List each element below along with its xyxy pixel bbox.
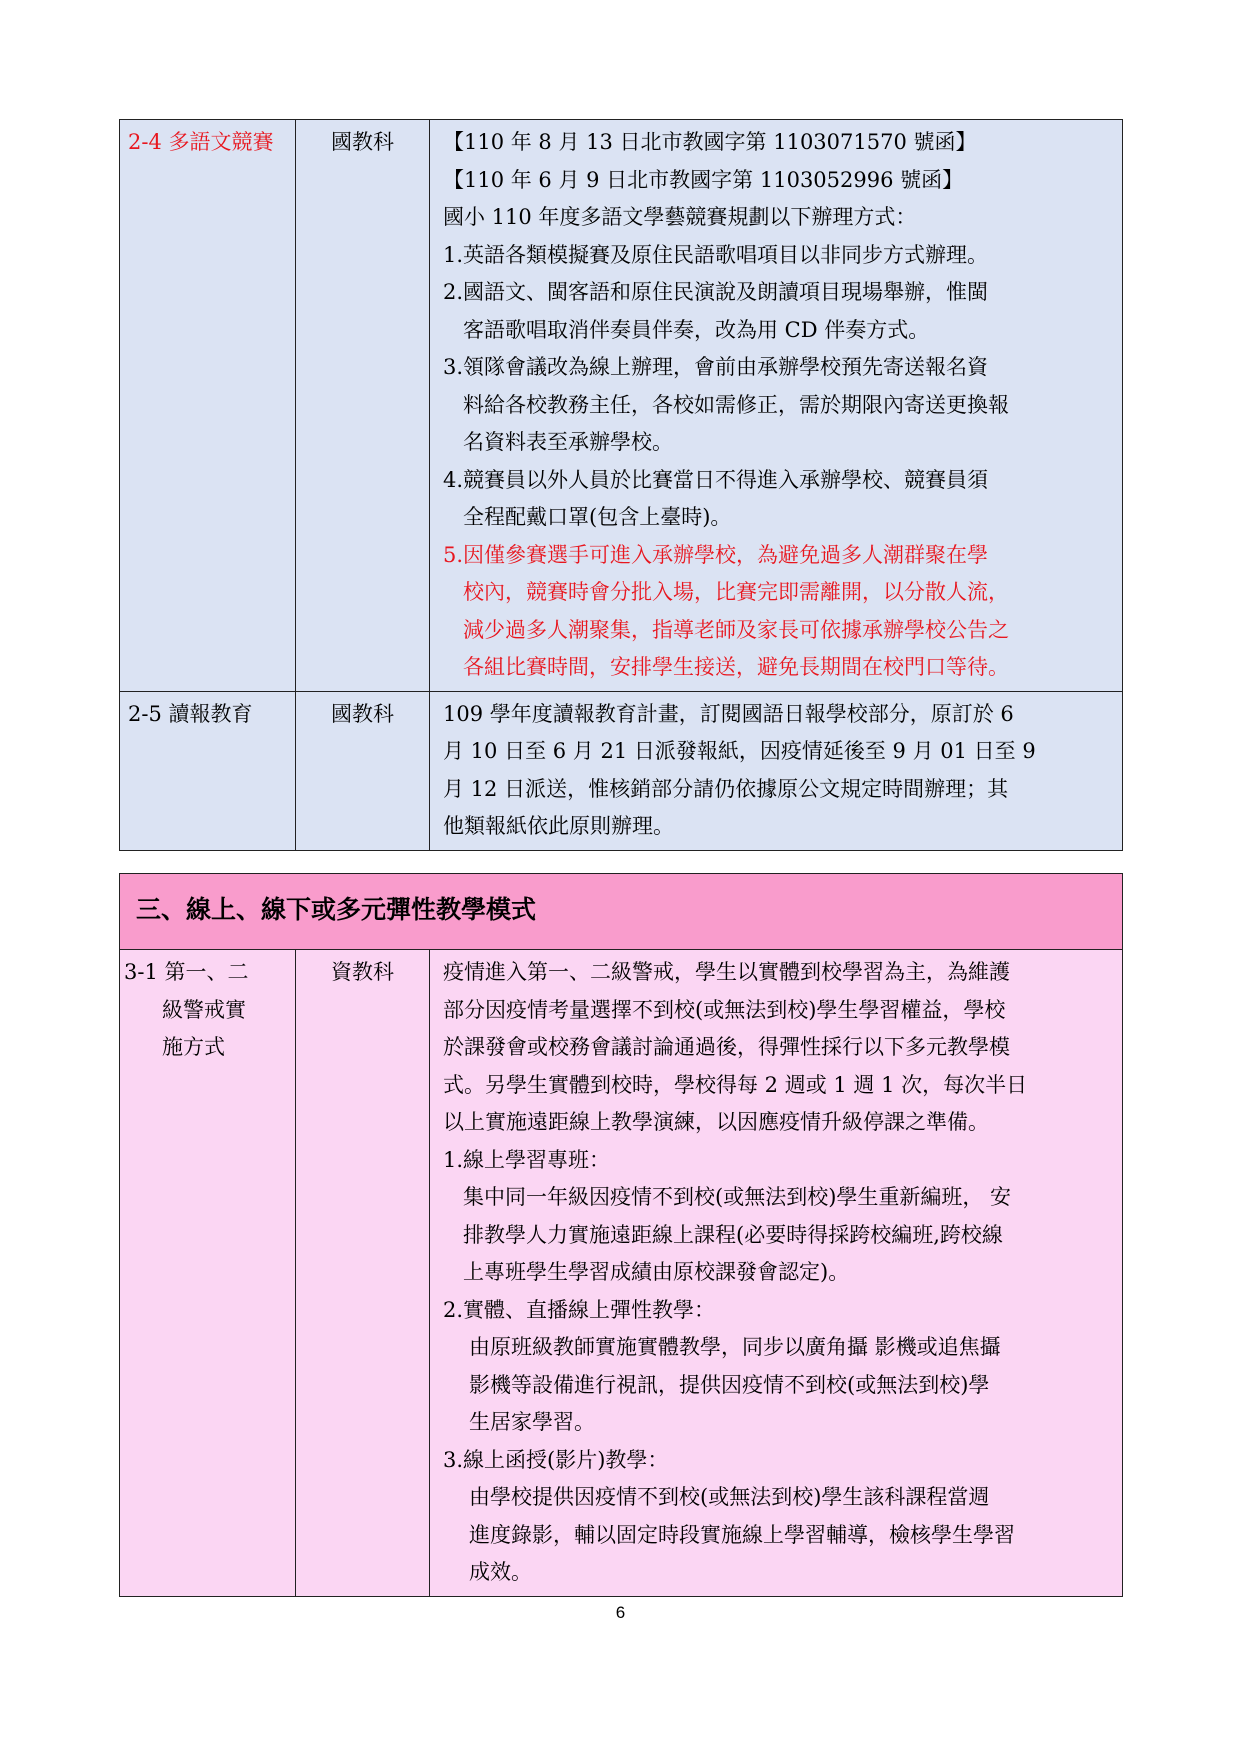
- content-line: 集中同一年級因疫情不到校(或無法到校)學生重新編班， 安: [463, 1185, 1012, 1209]
- content-line: 全程配戴口罩(包含上臺時)。: [463, 505, 732, 529]
- item-label-line: 3-1 第一、二: [124, 960, 249, 984]
- table-section-2: [119, 119, 1123, 851]
- content-line-red: 5.因僅參賽選手可進入承辦學校，為避免過多人潮群聚在學: [443, 542, 989, 567]
- department-cell: 國教科: [296, 120, 430, 692]
- content-line: 2.國語文、閩客語和原住民演說及朗讀項目現場舉辦，惟閩: [443, 280, 989, 304]
- content-line: 國小 110 年度多語文學藝競賽規劃以下辦理方式：: [443, 205, 917, 229]
- content-line: 109 學年度讀報教育計畫，訂閱國語日報學校部分，原訂於 6: [443, 701, 1014, 726]
- table-section-3: [119, 873, 1123, 1597]
- content-line-red: 校內，競賽時會分批入場，比賽完即需離開，以分散人流，: [463, 580, 1009, 604]
- content-line: 料給各校教務主任，各校如需修正，需於期限內寄送更換報: [463, 392, 1009, 417]
- content-line: 上專班學生學習成績由原校課發會認定)。: [463, 1260, 850, 1284]
- content-line: 3.領隊會議改為線上辦理，會前由承辦學校預先寄送報名資: [443, 355, 989, 379]
- content-line: 他類報紙依此原則辦理。: [443, 814, 674, 838]
- page-number: 6: [615, 1603, 626, 1622]
- content-line: 以上實施遠距線上教學演練，以因應疫情升級停課之準備。: [443, 1110, 989, 1134]
- table-row: [120, 691, 1123, 850]
- content-line: 排教學人力實施遠距線上課程(必要時得採跨校編班,跨校線: [463, 1222, 1003, 1247]
- content-line: 月 12 日派送，惟核銷部分請仍依據原公文規定時間辦理；其: [443, 776, 1009, 801]
- content-line: 3.線上函授(影片)教學：: [443, 1447, 669, 1472]
- item-label: [120, 950, 296, 1597]
- item-label-line: 級警戒實: [162, 997, 246, 1022]
- content-line: 由原班級教師實施實體教學，同步以廣角攝 影機或追焦攝: [469, 1335, 1001, 1359]
- department-cell: 國教科: [296, 691, 430, 850]
- section-header-row: [120, 874, 1123, 950]
- item-label: 2-4 多語文競賽: [120, 120, 296, 692]
- table-row: [120, 120, 1123, 692]
- content-line: 4.競賽員以外人員於比賽當日不得進入承辦學校、競賽員須: [443, 467, 989, 492]
- content-line: 影機等設備進行視訊，提供因疫情不到校(或無法到校)學: [469, 1372, 990, 1397]
- table-row: [120, 950, 1123, 1597]
- content-line: 【110 年 6 月 9 日北市教國字第 1103052996 號函】: [443, 167, 964, 192]
- department-cell: 資教科: [296, 950, 430, 1597]
- content-line-red: 各組比賽時間，安排學生接送，避免長期間在校門口等待。: [463, 655, 1009, 679]
- content-line: 生居家學習。: [469, 1410, 595, 1434]
- content-cell: [430, 950, 1123, 1597]
- content-line: 2.實體、直播線上彈性教學：: [443, 1297, 716, 1322]
- content-line: 疫情進入第一、二級警戒，學生以實體到校學習為主，為維護: [443, 960, 1010, 984]
- content-line: 1.英語各類模擬賽及原住民語歌唱項目以非同步方式辦理。: [443, 242, 989, 267]
- content-line: 式。另學生實體到校時，學校得每 2 週或 1 週 1 次，每次半日: [443, 1072, 1028, 1097]
- content-cell: [430, 691, 1123, 850]
- content-line: 進度錄影，輔以固定時段實施線上學習輔導，檢核學生學習: [469, 1522, 1015, 1547]
- content-line: 由學校提供因疫情不到校(或無法到校)學生該科課程當週: [469, 1485, 990, 1509]
- item-label: 2-5 讀報教育: [120, 691, 296, 850]
- content-line: 成效。: [469, 1560, 532, 1584]
- content-line: 【110 年 8 月 13 日北市教國字第 1103071570 號函】: [443, 130, 977, 154]
- content-cell: [430, 120, 1123, 692]
- section-title: 三、線上、線下或多元彈性教學模式: [120, 874, 1123, 950]
- content-line: 於課發會或校務會議討論通過後，得彈性採行以下多元教學模: [443, 1035, 1010, 1059]
- content-line-red: 減少過多人潮聚集，指導老師及家長可依據承辦學校公告之: [463, 617, 1009, 642]
- content-line: 1.線上學習專班：: [443, 1147, 611, 1172]
- content-line: 客語歌唱取消伴奏員伴奏，改為用 CD 伴奏方式。: [463, 317, 930, 342]
- item-label-line: 施方式: [162, 1035, 225, 1059]
- content-line: 月 10 日至 6 月 21 日派發報紙，因疫情延後至 9 月 01 日至 9: [443, 739, 1036, 763]
- content-line: 部分因疫情考量選擇不到校(或無法到校)學生學習權益，學校: [443, 997, 1006, 1022]
- content-line: 名資料表至承辦學校。: [463, 430, 673, 454]
